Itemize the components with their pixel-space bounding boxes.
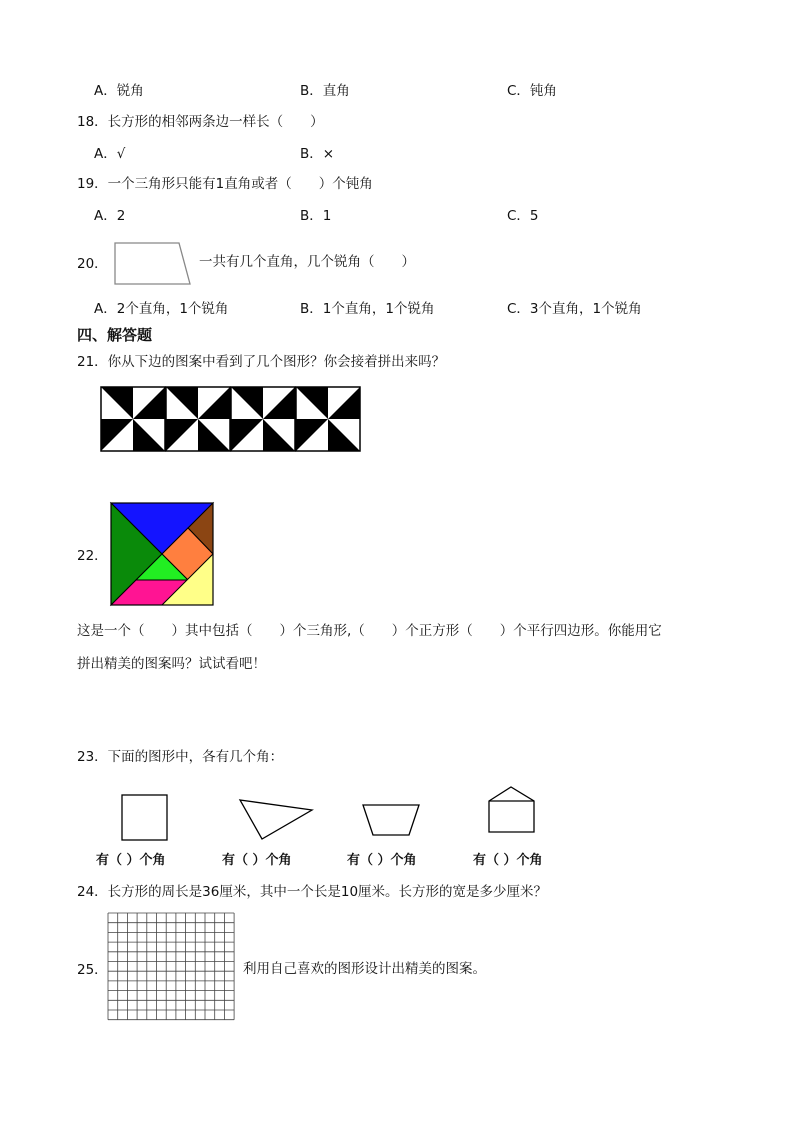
q20-option-b: B．1个直角，1个锐角 bbox=[300, 301, 435, 317]
q19-stem: 19．一个三角形只能有1直角或者（ ）个钝角 bbox=[77, 176, 373, 192]
q23-label-3: 有（ ）个角 bbox=[347, 853, 417, 868]
q17-option-a: A．锐角 bbox=[94, 83, 144, 99]
q23-stem: 23．下面的图形中，各有几个角： bbox=[77, 749, 284, 765]
pinwheel-tile-4 bbox=[296, 387, 360, 451]
pinwheel-tile-2 bbox=[166, 387, 230, 451]
q23-square-figure bbox=[120, 793, 170, 843]
q19-option-a: A．2 bbox=[94, 208, 126, 224]
q22-number: 22． bbox=[77, 548, 108, 564]
q22-line-1: 这是一个（ ）其中包括（ ）个三角形,（ ）个正方形（ ）个平行四边形。你能用它 bbox=[77, 623, 662, 639]
q20-option-a: A．2个直角，1个锐角 bbox=[94, 301, 229, 317]
pinwheel-tile-1 bbox=[101, 387, 165, 451]
q25-number: 25． bbox=[77, 962, 108, 978]
q23-trapezoid-figure bbox=[360, 802, 422, 838]
q20-stem: 一共有几个直角，几个锐角（ ） bbox=[199, 254, 415, 270]
q23-house-pentagon-figure bbox=[486, 785, 538, 835]
q22-tangram bbox=[110, 502, 214, 606]
q21-stem: 21．你从下边的图案中看到了几个图形？你会接着拼出来吗？ bbox=[77, 354, 446, 370]
q23-label-4: 有（ ）个角 bbox=[473, 853, 543, 868]
q20-number: 20． bbox=[77, 256, 108, 272]
q18-option-b: B．× bbox=[300, 146, 335, 162]
q19-option-c: C．5 bbox=[507, 208, 539, 224]
pinwheel-tile-3 bbox=[231, 387, 295, 451]
q20-trapezoid-figure bbox=[112, 240, 194, 288]
q20-option-c: C．3个直角，1个锐角 bbox=[507, 301, 642, 317]
q22-line-2: 拼出精美的图案吗？试试看吧！ bbox=[77, 656, 266, 672]
q17-option-b: B．直角 bbox=[300, 83, 350, 99]
q18-option-a: A．√ bbox=[94, 146, 126, 162]
q21-pinwheel-pattern bbox=[100, 386, 363, 452]
q25-stem: 利用自己喜欢的图形设计出精美的图案。 bbox=[243, 961, 486, 977]
q23-label-1: 有（ ）个角 bbox=[96, 853, 166, 868]
q23-label-2: 有（ ）个角 bbox=[222, 853, 292, 868]
q25-square-grid bbox=[107, 912, 235, 1025]
q18-stem: 18．长方形的相邻两条边一样长（ ） bbox=[77, 114, 324, 130]
q19-option-b: B．1 bbox=[300, 208, 332, 224]
q23-triangle-figure bbox=[236, 796, 316, 842]
q24-stem: 24．长方形的周长是36厘米，其中一个长是10厘米。长方形的宽是多少厘米？ bbox=[77, 884, 548, 900]
q17-option-c: C．钝角 bbox=[507, 83, 557, 99]
section-title: 四、解答题 bbox=[77, 326, 153, 344]
